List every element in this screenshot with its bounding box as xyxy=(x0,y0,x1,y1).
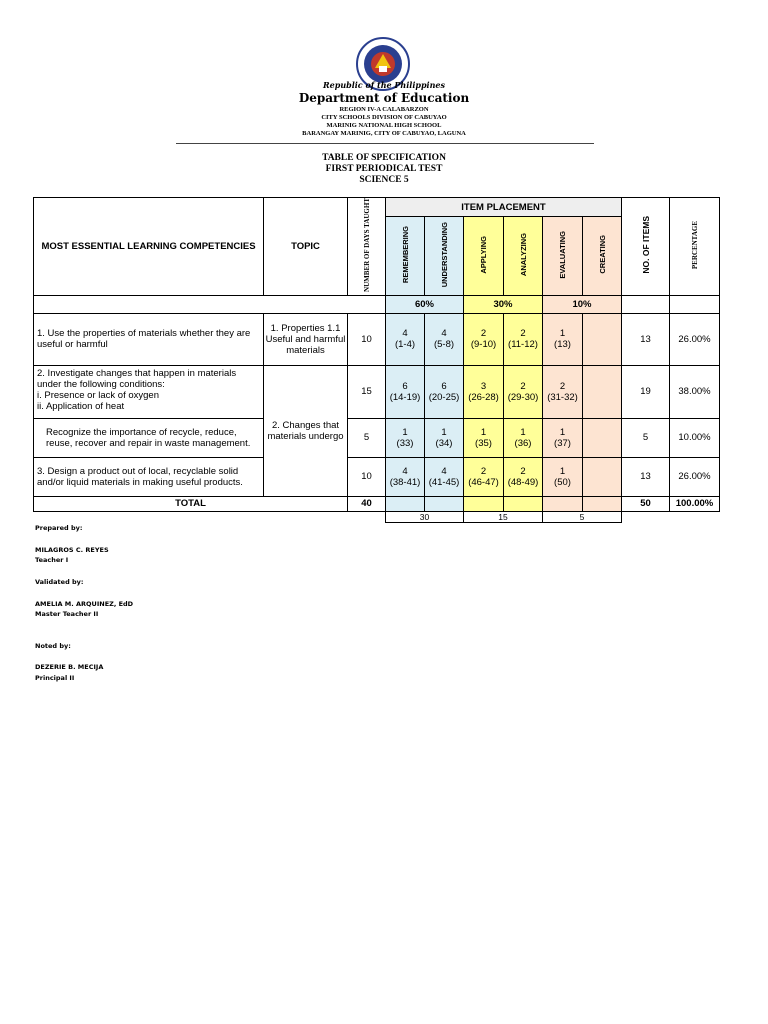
table-row: 1. Use the properties of materials whether they are useful or harmful 1. Properties 1.1 Useful and harmful materials 10 4 (1-4) 4 (5-8) 2 (9-10) 2 (11-12) 1 (13) 13 26.00% xyxy=(34,313,720,365)
header-applying: APPLYING xyxy=(464,217,504,296)
header-remembering: REMEMBERING xyxy=(386,217,425,296)
topic-cell: 1. Properties 1.1 Useful and harmful materials xyxy=(264,313,348,365)
table-of-specification xyxy=(33,197,720,523)
table-row: 2. Investigate changes that happen in materials under the following conditions: i. Presence or lack of oxygen ii. Application of heat 2. Changes that materials undergo 15 6 (14-19) 6 (20-25) 3 (26-28) 2 (29-30) 2 (31-32) 19 38.00% xyxy=(34,365,720,418)
validated-label: Validated by: xyxy=(35,578,84,586)
total-pct: 100.00% xyxy=(670,496,720,511)
doc-subtitle: FIRST PERIODICAL TEST xyxy=(325,164,443,174)
validated-title: Master Teacher II xyxy=(35,610,99,618)
header-item-placement: ITEM PLACEMENT xyxy=(386,198,622,217)
school-line: MARINIG NATIONAL HIGH SCHOOL xyxy=(326,122,442,129)
header-evaluating: EVALUATING xyxy=(543,217,583,296)
total-label: TOTAL xyxy=(34,496,348,511)
subtotal-difficult: 5 xyxy=(543,511,622,522)
days-cell: 15 xyxy=(348,365,386,418)
pct-difficult: 10% xyxy=(543,295,622,313)
subtotal-average: 15 xyxy=(464,511,543,522)
items-cell: 13 xyxy=(622,457,670,496)
items-cell: 5 xyxy=(622,418,670,457)
doc-subject: SCIENCE 5 xyxy=(359,175,409,185)
items-cell: 19 xyxy=(622,365,670,418)
noted-title: Principal II xyxy=(35,674,75,682)
subtotal-easy: 30 xyxy=(386,511,464,522)
prepared-name: MILAGROS C. REYES xyxy=(35,546,109,554)
department-name: Department of Education xyxy=(298,91,470,105)
noted-name: DEZERIE B. MECIJA xyxy=(35,663,104,671)
days-cell: 5 xyxy=(348,418,386,457)
competency-cell: 2. Investigate changes that happen in materials under the following conditions: i. Presence or lack of oxygen ii. Application of heat xyxy=(34,365,264,418)
topic-cell: 2. Changes that materials undergo xyxy=(264,365,348,496)
validated-name: AMELIA M. ARQUINEZ, EdD xyxy=(35,600,134,608)
header-divider xyxy=(176,143,594,144)
header-topic: TOPIC xyxy=(264,198,348,296)
doc-title: TABLE OF SPECIFICATION xyxy=(322,153,446,163)
competency-cell: Recognize the importance of recycle, reduce, reuse, recover and repair in waste management. xyxy=(34,418,264,457)
days-cell: 10 xyxy=(348,313,386,365)
header-days: NUMBER OF DAYS TAUGHT xyxy=(348,198,386,296)
header-understanding: UNDERSTANDING xyxy=(425,217,464,296)
noted-label: Noted by: xyxy=(35,642,71,650)
total-days: 40 xyxy=(348,496,386,511)
table-row: 3. Design a product out of local, recyclable solid and/or liquid materials in making useful products. 10 4 (38-41) 4 (41-45) 2 (46-47) 2 (48-49) 1 (50) 13 26.00% xyxy=(34,457,720,496)
header-percentage: PERCENTAGE xyxy=(670,198,720,296)
address-line: BARANGAY MARINIG, CITY OF CABUYAO, LAGUNA xyxy=(302,130,466,137)
pct-cell: 26.00% xyxy=(670,313,720,365)
table-row: Recognize the importance of recycle, reduce, reuse, recover and repair in waste management. 5 1 (33) 1 (34) 1 (35) 1 (36) 1 (37) 5 10.00% xyxy=(34,418,720,457)
total-items: 50 xyxy=(622,496,670,511)
header-items: NO. OF ITEMS xyxy=(622,198,670,296)
pct-cell: 10.00% xyxy=(670,418,720,457)
pct-easy: 60% xyxy=(386,295,464,313)
region-line: REGION IV-A CALABARZON xyxy=(339,106,429,113)
competency-cell: 1. Use the properties of materials whether they are useful or harmful xyxy=(34,313,264,365)
division-line: CITY SCHOOLS DIVISION OF CABUYAO xyxy=(321,114,447,121)
items-cell: 13 xyxy=(622,313,670,365)
pct-average: 30% xyxy=(464,295,543,313)
competency-cell: 3. Design a product out of local, recyclable solid and/or liquid materials in making useful products. xyxy=(34,457,264,496)
header-creating: CREATING xyxy=(583,217,622,296)
pct-cell: 26.00% xyxy=(670,457,720,496)
subtotal-row xyxy=(34,511,720,522)
republic-line: Republic of the Philippines xyxy=(322,80,445,90)
days-cell: 10 xyxy=(348,457,386,496)
pct-cell: 38.00% xyxy=(670,365,720,418)
total-row xyxy=(34,496,720,511)
header-competencies: MOST ESSENTIAL LEARNING COMPETENCIES xyxy=(34,198,264,296)
header-analyzing: ANALYZING xyxy=(504,217,543,296)
prepared-label: Prepared by: xyxy=(35,524,83,532)
prepared-title: Teacher I xyxy=(35,556,69,564)
